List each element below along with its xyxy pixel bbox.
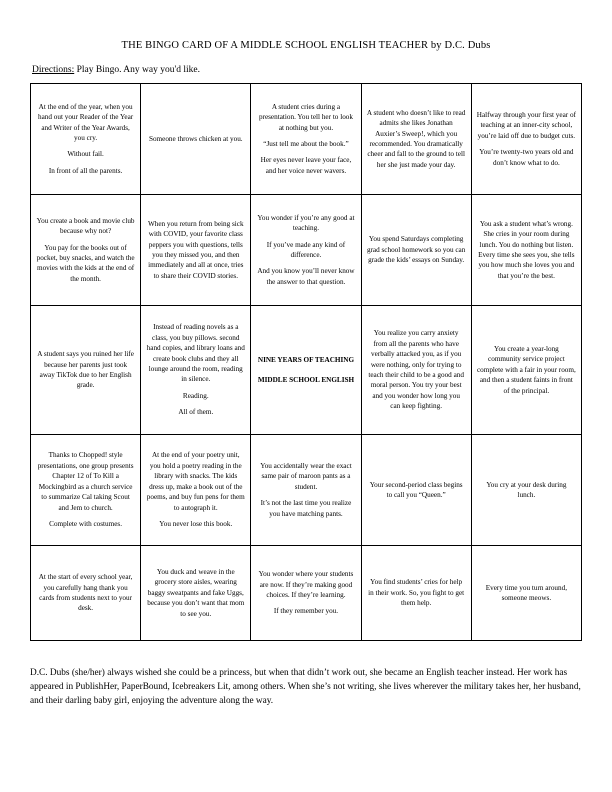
bingo-cell-text: All of them. xyxy=(178,408,214,417)
bingo-cell[interactable] xyxy=(361,306,471,435)
bingo-cell-text: You duck and weave in the grocery store aisles, wearing baggy sweatpants and fake Uggs, because you don’t want that mom to see you. xyxy=(147,567,245,618)
directions-text: Play Bingo. Any way you'd like. xyxy=(74,65,200,75)
bingo-cell-text: A student says you ruined her life because her parents just took away TikTok due to her English grade. xyxy=(37,350,134,390)
bingo-cell-text: Her eyes never leave your face, and her voice never wavers. xyxy=(260,156,352,175)
bingo-cell-text: MIDDLE SCHOOL ENGLISH xyxy=(257,376,355,384)
bingo-cell-text: You wonder if you’re any good at teaching. xyxy=(257,213,355,233)
bingo-cell-text: “Just tell me about the book.” xyxy=(263,140,349,148)
bingo-cell-text: Without fail. xyxy=(67,150,104,159)
bingo-cell-text: When you return from being sick with COVID, your favorite class peppers you with questions, tells you they missed you, and then immediately and all at once, tries to share their COVID stories. xyxy=(147,219,244,280)
bingo-cell[interactable] xyxy=(251,435,361,546)
bingo-cell[interactable] xyxy=(471,435,581,546)
directions-line xyxy=(32,65,582,75)
bingo-cell[interactable] xyxy=(31,546,141,641)
bingo-cell[interactable] xyxy=(251,546,361,641)
bingo-cell[interactable] xyxy=(251,195,361,306)
bingo-cell[interactable] xyxy=(141,435,251,546)
bingo-cell-text: You never lose this book. xyxy=(159,520,233,529)
bingo-cell-text: If they remember you. xyxy=(273,607,339,616)
bingo-cell-text: A student cries during a presentation. You tell her to look at nothing but you. xyxy=(258,102,353,132)
bingo-cell-text: NINE YEARS OF TEACHING xyxy=(257,355,355,364)
bingo-cell[interactable] xyxy=(361,84,471,195)
bingo-free-cell[interactable] xyxy=(251,306,361,435)
bingo-cell-text: Instead of reading novels as a class, you buy pillows. second hand copies, and library loans and create book clubs and they all lounge around the room, reading in silence. xyxy=(146,323,245,384)
bingo-cell[interactable] xyxy=(31,435,141,546)
bingo-cell-text: Thanks to Chopped! style presentations, one group presents Chapter 12 of To Kill a Mockingbird as a church service to summarize Cal taking Scout and Jem to church. xyxy=(37,451,134,512)
bingo-cell-text: At the start of every school year, you carefully hang thank you cards from students next to your desk. xyxy=(38,573,133,613)
bingo-row xyxy=(31,195,582,306)
bingo-cell[interactable] xyxy=(141,546,251,641)
bingo-cell-text: You create a book and movie club because why not? xyxy=(36,216,135,236)
bingo-cell-text: You realize you carry anxiety from all the parents who have verbally attacked you, as if you were nothing, only for trying to teach their child to be a good and moral person. You try your best and you wonder how long you can keep fighting. xyxy=(368,329,464,411)
bingo-cell[interactable] xyxy=(141,195,251,306)
bingo-row xyxy=(31,435,582,546)
bingo-cell-text: And you know you’ll never know the answer to that question. xyxy=(257,267,355,286)
bingo-cell-text: You find students’ cries for help in their work. So, you fight to get them help. xyxy=(368,578,465,608)
bingo-cell-text: You spend Saturdays completing grad school homework so you can grade the kids’ essays on Sunday. xyxy=(366,235,466,265)
bingo-cell[interactable] xyxy=(471,546,581,641)
bingo-cell[interactable] xyxy=(361,546,471,641)
bingo-cell-text: You wonder where your students are now. If they’re making good choices. If they’re learning. xyxy=(258,570,354,599)
bingo-cell-text: Complete with costumes. xyxy=(49,520,123,529)
bingo-cell[interactable] xyxy=(31,195,141,306)
page-title: THE BINGO CARD OF A MIDDLE SCHOOL ENGLISH TEACHER by D.C. Dubs xyxy=(121,40,491,51)
bingo-cell-text: You pay for the books out of pocket, buy snacks, and watch the movies with the kids at the end of the month. xyxy=(36,243,135,283)
bingo-cell-text: Someone throws chicken at you. xyxy=(148,134,243,143)
bingo-cell[interactable] xyxy=(251,84,361,195)
bingo-cell-text: At the end of the year, when you hand out your Reader of the Year and Writer of the Year Awards, you cry. xyxy=(37,102,134,142)
bingo-cell-text: You cry at your desk during lunch. xyxy=(486,480,567,499)
bingo-cell[interactable] xyxy=(471,195,581,306)
bingo-cell[interactable] xyxy=(361,195,471,306)
bingo-cell-text: A student who doesn’t like to read admits she likes Jonathan Auxier’s Sweep!, which you recommended. You dramatically cheer and fall to the ground to tell her she just made your day. xyxy=(366,108,466,169)
bingo-cell[interactable] xyxy=(141,306,251,435)
bingo-cell-text: It’s not the last time you realize you have matching pants. xyxy=(260,499,352,518)
bingo-cell[interactable] xyxy=(31,306,141,435)
bingo-row xyxy=(31,306,582,435)
bingo-cell-text: In front of all the parents. xyxy=(48,166,123,175)
bingo-cell[interactable] xyxy=(471,84,581,195)
bingo-cell-text: At the end of your poetry unit, you hold a poetry reading in the library with snacks. The kids dress up, make a book out of the poems, and buy fun pens for them to autograph it. xyxy=(146,451,245,512)
bingo-grid xyxy=(30,83,582,641)
bingo-row xyxy=(31,546,582,641)
bingo-cell-text: Your second-period class begins to call you “Queen.” xyxy=(369,480,463,499)
bingo-row xyxy=(31,84,582,195)
bingo-cell[interactable] xyxy=(141,84,251,195)
bingo-cell[interactable] xyxy=(471,306,581,435)
directions-label: Directions: xyxy=(32,65,75,75)
bingo-cell-text: You create a year-long community service project complete with a fair in your room, and then a student faints in front of the principal. xyxy=(476,344,576,395)
author-bio: D.C. Dubs (she/her) always wished she could be a princess, but when that didn’t work out, she became an English teacher instead. Her work has appeared in PublishHer, PaperBound, Icebreakers Lit, among others. When she’s not writing, she lives wherever the military takes her, her husband, and their darling baby girl, enjoying the adventure along the way. xyxy=(30,668,581,706)
bingo-cell-text: You’re twenty-two years old and don’t know what to do. xyxy=(479,148,574,167)
bingo-cell-text: Every time you turn around, someone meows. xyxy=(485,583,567,602)
bingo-cell-text: You ask a student what’s wrong. She cries in your room during lunch. You do nothing but listen. Every time she sees you, she tells you how much she loves you and that you’re the best. xyxy=(478,219,575,280)
bingo-cell-text: Halfway through your first year of teaching at an inner-city school, you’re laid off due to budget cuts. xyxy=(476,110,576,140)
bingo-cell-text: You accidentally wear the exact same pair of maroon pants as a student. xyxy=(260,461,352,491)
bingo-cell-text: If you’ve made any kind of difference. xyxy=(266,240,346,259)
bingo-cell[interactable] xyxy=(31,84,141,195)
bingo-cell[interactable] xyxy=(361,435,471,546)
bingo-cell-text: Reading. xyxy=(182,391,209,400)
